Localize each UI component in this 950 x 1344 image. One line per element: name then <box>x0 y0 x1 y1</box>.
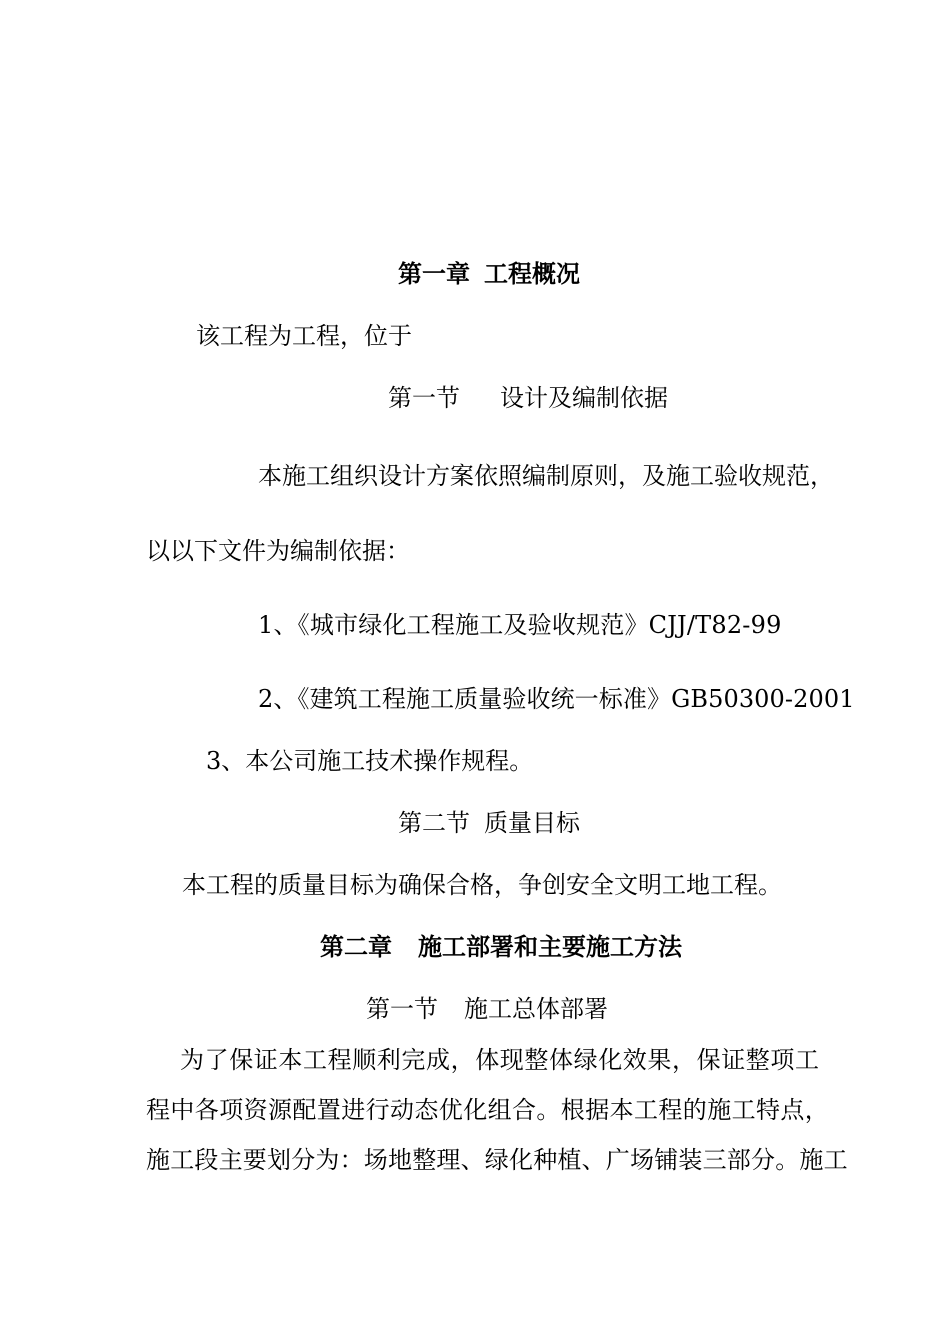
quality-target-paragraph: 本工程的质量目标为确保合格，争创安全文明工地工程。 <box>182 871 782 899</box>
chapter-1-title: 工程概况 <box>484 259 580 288</box>
chapter-1-number: 第一章 <box>398 259 470 288</box>
chapter-1-heading <box>398 258 580 290</box>
section-2-1-title: 施工总体部署 <box>464 995 608 1023</box>
basis-list-item: 3、本公司施工技术操作规程。 <box>206 747 534 775</box>
chapter-1-intro: 该工程为工程，位于 <box>196 322 412 350</box>
basis-list-item: 2、《建筑工程施工质量验收统一标准》GB50300-2001 <box>258 685 855 713</box>
section-2-1-number: 第一节 <box>366 995 438 1023</box>
section-2-1-heading <box>366 993 608 1025</box>
chapter-2-heading <box>320 931 682 963</box>
deployment-paragraph-line: 程中各项资源配置进行动态优化组合。根据本工程的施工特点， <box>146 1096 830 1124</box>
basis-list-item: 1、《城市绿化工程施工及验收规范》CJJ/T82-99 <box>258 611 782 639</box>
section-1-2-number: 第二节 <box>398 809 470 837</box>
section-1-1-title: 设计及编制依据 <box>500 384 668 412</box>
chapter-2-number: 第二章 <box>320 932 392 961</box>
deployment-paragraph-line: 施工段主要划分为：场地整理、绿化种植、广场铺装三部分。施工 <box>146 1146 848 1174</box>
section-1-1-paragraph-line-2: 以以下文件为编制依据： <box>146 537 410 565</box>
chapter-2-title: 施工部署和主要施工方法 <box>418 932 682 961</box>
section-1-1-number: 第一节 <box>388 384 460 412</box>
section-1-2-heading <box>398 807 580 839</box>
section-1-1-paragraph-line-1: 本施工组织设计方案依照编制原则，及施工验收规范， <box>258 462 834 490</box>
section-1-1-heading <box>388 382 668 414</box>
section-1-2-title: 质量目标 <box>484 809 580 837</box>
deployment-paragraph-line: 为了保证本工程顺利完成，体现整体绿化效果，保证整项工 <box>180 1046 820 1074</box>
